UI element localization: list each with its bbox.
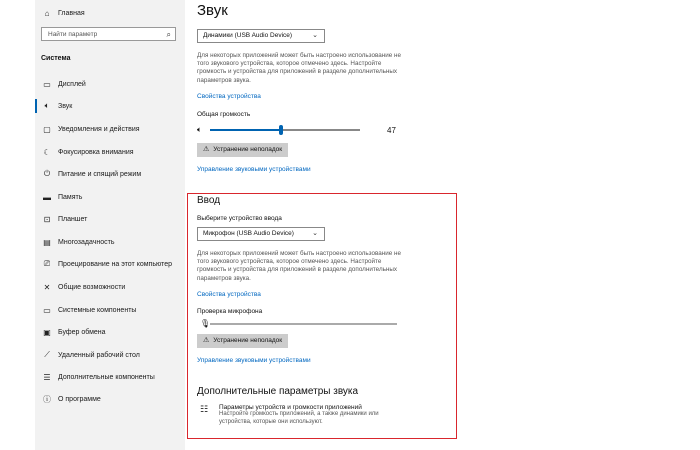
sidebar-item-power[interactable] bbox=[41, 169, 141, 179]
volume-label: Общая громкость bbox=[197, 111, 251, 118]
input-device-value: Микрофон (USB Audio Device) bbox=[203, 230, 294, 237]
search-input[interactable] bbox=[41, 27, 176, 41]
sidebar-item-projecting[interactable] bbox=[41, 259, 172, 269]
sidebar-item-sound[interactable] bbox=[41, 101, 72, 111]
input-description: Для некоторых приложений может быть настроено использование не того звукового устройства, которое отмечено здесь. Настройте громкость и устройства для приложений в разделе дополнительных параметров звука. bbox=[197, 250, 401, 282]
sidebar-item-display[interactable] bbox=[41, 79, 86, 89]
warning-icon: ⚠ bbox=[203, 337, 210, 344]
sidebar-item-about[interactable] bbox=[41, 394, 101, 404]
storage-icon: ▬ bbox=[43, 192, 51, 202]
sidebar-section-title: Система bbox=[41, 55, 71, 62]
app-volume-preferences-item[interactable] bbox=[200, 404, 394, 426]
sidebar-item-label: Питание и спящий режим bbox=[58, 170, 142, 178]
sidebar-item-notifications[interactable] bbox=[41, 124, 140, 134]
sidebar-item-label: Проецирование на этот компьютер bbox=[58, 260, 172, 268]
optional-features-icon: ☰ bbox=[43, 372, 51, 382]
notifications-icon: ▢ bbox=[43, 124, 51, 134]
warning-icon: ⚠ bbox=[203, 146, 210, 153]
output-device-dropdown[interactable] bbox=[197, 29, 325, 43]
app-volume-title: Параметры устройств и громкости приложений bbox=[219, 404, 362, 411]
sidebar bbox=[35, 0, 185, 450]
sidebar-item-label: Фокусировка внимания bbox=[58, 148, 134, 156]
sidebar-item-label: Дисплей bbox=[58, 80, 86, 88]
mic-test-label: Проверка микрофона bbox=[197, 308, 263, 315]
power-icon: ⏻ bbox=[43, 169, 51, 178]
output-device-properties-link[interactable]: Свойства устройства bbox=[197, 93, 261, 100]
sidebar-item-tablet[interactable] bbox=[41, 214, 87, 224]
sidebar-item-focus-assist[interactable] bbox=[41, 147, 134, 157]
projecting-icon: ⎚ bbox=[43, 259, 51, 268]
input-section-title: Ввод bbox=[197, 195, 221, 206]
input-manage-devices-link[interactable]: Управление звуковыми устройствами bbox=[197, 357, 311, 364]
output-description: Для некоторых приложений может быть настроено использование не того звукового устройства, которое отмечено здесь. Настройте громкость и устройства для приложений в разделе дополнительных параметров звука. bbox=[197, 52, 401, 84]
volume-slider-track[interactable] bbox=[280, 129, 360, 131]
sidebar-item-label: Уведомления и действия bbox=[58, 125, 140, 133]
sidebar-item-remote-desktop[interactable] bbox=[41, 350, 140, 360]
input-troubleshoot-button[interactable] bbox=[197, 334, 288, 348]
sidebar-item-label: Планшет bbox=[58, 215, 88, 223]
remote-desktop-icon: ⟋ bbox=[44, 350, 50, 359]
sidebar-item-label: Системные компоненты bbox=[58, 306, 137, 314]
sidebar-item-label: Память bbox=[58, 193, 83, 201]
sidebar-item-shared-experiences[interactable] bbox=[41, 282, 125, 292]
clipboard-icon: ▣ bbox=[43, 327, 51, 337]
advanced-section-title: Дополнительные параметры звука bbox=[197, 386, 359, 397]
chevron-down-icon: ⌄ bbox=[312, 32, 318, 39]
sidebar-item-optional-features[interactable] bbox=[41, 372, 155, 382]
mic-level-bar bbox=[210, 323, 397, 325]
sidebar-item-storage[interactable] bbox=[41, 192, 82, 202]
chevron-down-icon: ⌄ bbox=[312, 230, 318, 237]
speaker-icon[interactable]: 🔈︎ bbox=[197, 125, 202, 134]
sidebar-item-label: О программе bbox=[58, 395, 101, 403]
troubleshoot-label: Устранение неполадок bbox=[213, 337, 283, 344]
focus-assist-icon: ☾ bbox=[43, 147, 51, 157]
output-troubleshoot-button[interactable] bbox=[197, 143, 288, 157]
shared-experiences-icon: ✕ bbox=[43, 282, 51, 292]
sliders-icon: ☷ bbox=[200, 404, 209, 414]
search-icon[interactable]: ⌕ bbox=[166, 30, 171, 39]
system-components-icon: ▭ bbox=[43, 305, 51, 315]
input-choose-label: Выберите устройство ввода bbox=[197, 215, 282, 222]
troubleshoot-label: Устранение неполадок bbox=[213, 146, 283, 153]
about-icon: ⓘ bbox=[43, 394, 51, 404]
display-icon: ▭ bbox=[43, 79, 51, 89]
active-indicator bbox=[35, 99, 37, 113]
sidebar-item-clipboard[interactable] bbox=[41, 327, 106, 337]
microphone-icon: 🎙︎ bbox=[200, 319, 211, 328]
sidebar-item-label: Дополнительные компоненты bbox=[58, 373, 155, 381]
home-icon: ⌂ bbox=[44, 8, 50, 18]
sidebar-home[interactable] bbox=[41, 8, 85, 18]
sidebar-item-label: Общие возможности bbox=[58, 283, 126, 291]
volume-value: 47 bbox=[387, 126, 396, 135]
search-placeholder: Найти параметр bbox=[48, 31, 98, 38]
app-volume-desc: Настройте громкость приложений, а также динамики или устройства, которые они используют. bbox=[219, 411, 379, 425]
tablet-icon: ⊡ bbox=[43, 214, 51, 224]
sidebar-item-label: Многозадачность bbox=[58, 238, 115, 246]
sidebar-home-label: Главная bbox=[58, 9, 85, 17]
sidebar-item-label: Звук bbox=[58, 102, 73, 110]
sound-icon: 🔈︎ bbox=[44, 101, 50, 110]
volume-slider-thumb[interactable] bbox=[279, 125, 283, 135]
page-title: Звук bbox=[197, 2, 228, 19]
sidebar-item-label: Буфер обмена bbox=[58, 328, 106, 336]
input-device-dropdown[interactable] bbox=[197, 227, 325, 241]
sidebar-item-system-components[interactable] bbox=[41, 305, 136, 315]
input-device-properties-link[interactable]: Свойства устройства bbox=[197, 291, 261, 298]
sidebar-item-multitasking[interactable] bbox=[41, 237, 115, 247]
multitasking-icon: ▤ bbox=[43, 237, 51, 247]
volume-slider-fill bbox=[210, 129, 280, 131]
sidebar-item-label: Удаленный рабочий стол bbox=[58, 351, 140, 359]
output-device-value: Динамики (USB Audio Device) bbox=[203, 32, 293, 39]
output-manage-devices-link[interactable]: Управление звуковыми устройствами bbox=[197, 166, 311, 173]
